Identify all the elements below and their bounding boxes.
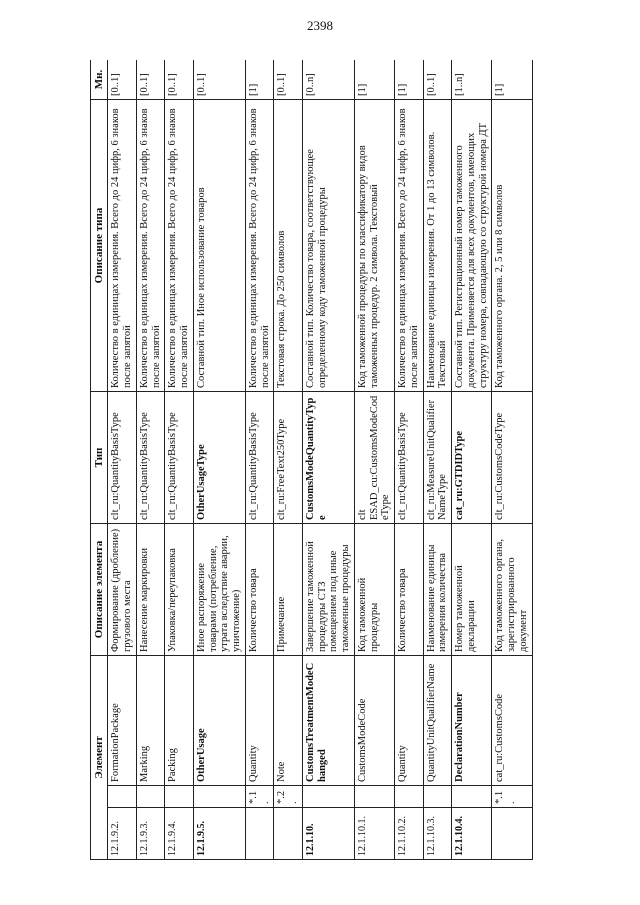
row-element-description: Нанесение маркировки [136, 524, 165, 656]
row-type: CustomsModeQuantityType [302, 392, 354, 524]
row-number: 12.1.9.5. [193, 808, 245, 860]
row-element-name: DeclarationNumber [452, 656, 492, 786]
header-type: Тип [91, 392, 108, 524]
row-element-description: Формирование (дробление) грузового места [108, 524, 137, 656]
row-number: 12.1.10.3. [423, 808, 452, 860]
row-multiplicity: [1] [245, 60, 274, 100]
row-type: clt_ru:FreeText250Type [274, 392, 303, 524]
row-number: 12.1.10.4. [452, 808, 492, 860]
row-element-description: Код таможенной процедуры [354, 524, 394, 656]
row-multiplicity: [1] [395, 60, 424, 100]
row-element-description: Завершение таможенной процедуры СТЗ помещением под иные таможенные процедуры [302, 524, 354, 656]
table-row [165, 60, 194, 860]
row-number: 12.1.9.3. [136, 808, 165, 860]
row-type: clt_ru:QuantityBasisType [395, 392, 424, 524]
table-row [302, 60, 354, 860]
row-subnumber: *.1. [492, 786, 532, 808]
row-type-description: Текстовая строка. До 250 символов [274, 100, 303, 392]
row-type-description: Составной тип. Регистрационный номер таможенного документа. Применяется для всех документов, имеющих структуру номера, совпадающую со структурой номера ДТ [452, 100, 492, 392]
row-element-description: Номер таможенной декларации [452, 524, 492, 656]
row-number [492, 808, 532, 860]
row-number [245, 808, 274, 860]
row-element-name: Quantity [245, 656, 274, 786]
row-multiplicity: [1] [492, 60, 532, 100]
header-element-description: Описание элемента [91, 524, 108, 656]
row-element-name: Note [274, 656, 303, 786]
row-subnumber: *.2. [274, 786, 303, 808]
rotated-table-wrapper [90, 60, 620, 860]
row-multiplicity: [0..1] [193, 60, 245, 100]
row-type-description: Наименование единицы измерения. От 1 до 13 символов. Текстовый [423, 100, 452, 392]
table-header-row [91, 60, 108, 860]
row-subnumber [165, 786, 194, 808]
row-number: 12.1.10. [302, 808, 354, 860]
table-row [492, 60, 532, 860]
row-element-name: CustomsTreatmentModeChanged [302, 656, 354, 786]
row-type: clt ESAD_cu:CustomsModeCodeType [354, 392, 394, 524]
row-type-description: Составной тип. Иное использование товаров [193, 100, 245, 392]
row-element-description: Упаковка/переупаковка [165, 524, 194, 656]
row-multiplicity: [0..n] [302, 60, 354, 100]
row-type-description: Составной тип. Количество товара, соответствующее определенному коду таможенной процедуры [302, 100, 354, 392]
row-subnumber [395, 786, 424, 808]
row-element-name: Quantity [395, 656, 424, 786]
row-type: cat_ru:GTDIDType [452, 392, 492, 524]
page-number: 2398 [307, 18, 333, 33]
row-number: 12.1.10.2. [395, 808, 424, 860]
row-element-description: Иное распоряжение товарами (потребление, утрата вследствие аварии, уничтожение) [193, 524, 245, 656]
row-element-name: QuantityUnitQualifierName [423, 656, 452, 786]
row-subnumber [193, 786, 245, 808]
row-number: 12.1.9.2. [108, 808, 137, 860]
rotated-table-area [90, 60, 620, 860]
row-type-description: Количество в единицах измерения. Всего до 24 цифр, 6 знаков после запятой [165, 100, 194, 392]
row-element-name: OtherUsage [193, 656, 245, 786]
row-multiplicity: [0..1] [165, 60, 194, 100]
table-row [452, 60, 492, 860]
row-type-description: Количество в единицах измерения. Всего до 24 цифр, 6 знаков после запятой [395, 100, 424, 392]
row-type-description: Количество в единицах измерения. Всего до 24 цифр, 6 знаков после запятой [108, 100, 137, 392]
row-element-description: Наименование единицы измерения количества [423, 524, 452, 656]
row-type: clt_ru:CustomsCodeType [492, 392, 532, 524]
row-element-description: Количество товара [395, 524, 424, 656]
row-subnumber [423, 786, 452, 808]
row-type: clt_ru:QuantityBasisType [136, 392, 165, 524]
row-type-description: Код таможенного органа. 2, 5 или 8 символов [492, 100, 532, 392]
header-multiplicity: Мн. [91, 60, 108, 100]
row-element-name: CustomsModeCode [354, 656, 394, 786]
row-number: 12.1.10.1. [354, 808, 394, 860]
row-subnumber [108, 786, 137, 808]
row-number: 12.1.9.4. [165, 808, 194, 860]
table-row [245, 60, 274, 860]
row-subnumber [354, 786, 394, 808]
row-type: clt_ru:MeasureUnitQualifierNameType [423, 392, 452, 524]
row-element-description: Код таможенного органа, зарегистрированного документ [492, 524, 532, 656]
header-type-description: Описание типа [91, 100, 108, 392]
table-row [136, 60, 165, 860]
row-element-name: Packing [165, 656, 194, 786]
row-subnumber [302, 786, 354, 808]
header-element: Элемент [91, 656, 108, 860]
row-type-description: Количество в единицах измерения. Всего до 24 цифр, 6 знаков после запятой [136, 100, 165, 392]
table-row [423, 60, 452, 860]
table-row [395, 60, 424, 860]
table-row [274, 60, 303, 860]
row-type: clt_ru:QuantityBasisType [165, 392, 194, 524]
row-element-name: Marking [136, 656, 165, 786]
row-type-description: Количество в единицах измерения. Всего до 24 цифр, 6 знаков после запятой [245, 100, 274, 392]
row-type: OtherUsageType [193, 392, 245, 524]
row-multiplicity: [0..1] [423, 60, 452, 100]
row-type: clt_ru:QuantityBasisType [245, 392, 274, 524]
row-element-description: Примечание [274, 524, 303, 656]
row-multiplicity: [1] [354, 60, 394, 100]
row-type: clt_ru:QuantityBasisType [108, 392, 137, 524]
table-row [193, 60, 245, 860]
row-multiplicity: [1..n] [452, 60, 492, 100]
row-subnumber [452, 786, 492, 808]
elements-table [90, 60, 533, 860]
row-type-description: Код таможенной процедуры по классификатору видов таможенных процедур. 2 символа. Текстовый [354, 100, 394, 392]
table-row [354, 60, 394, 860]
row-element-description: Количество товара [245, 524, 274, 656]
table-row [108, 60, 137, 860]
row-multiplicity: [0..1] [136, 60, 165, 100]
row-subnumber: *.1. [245, 786, 274, 808]
row-element-name: FormationPackage [108, 656, 137, 786]
row-multiplicity: [0..1] [108, 60, 137, 100]
row-number [274, 808, 303, 860]
row-element-name: cat_ru:CustomsCode [492, 656, 532, 786]
row-subnumber [136, 786, 165, 808]
row-multiplicity: [0..1] [274, 60, 303, 100]
